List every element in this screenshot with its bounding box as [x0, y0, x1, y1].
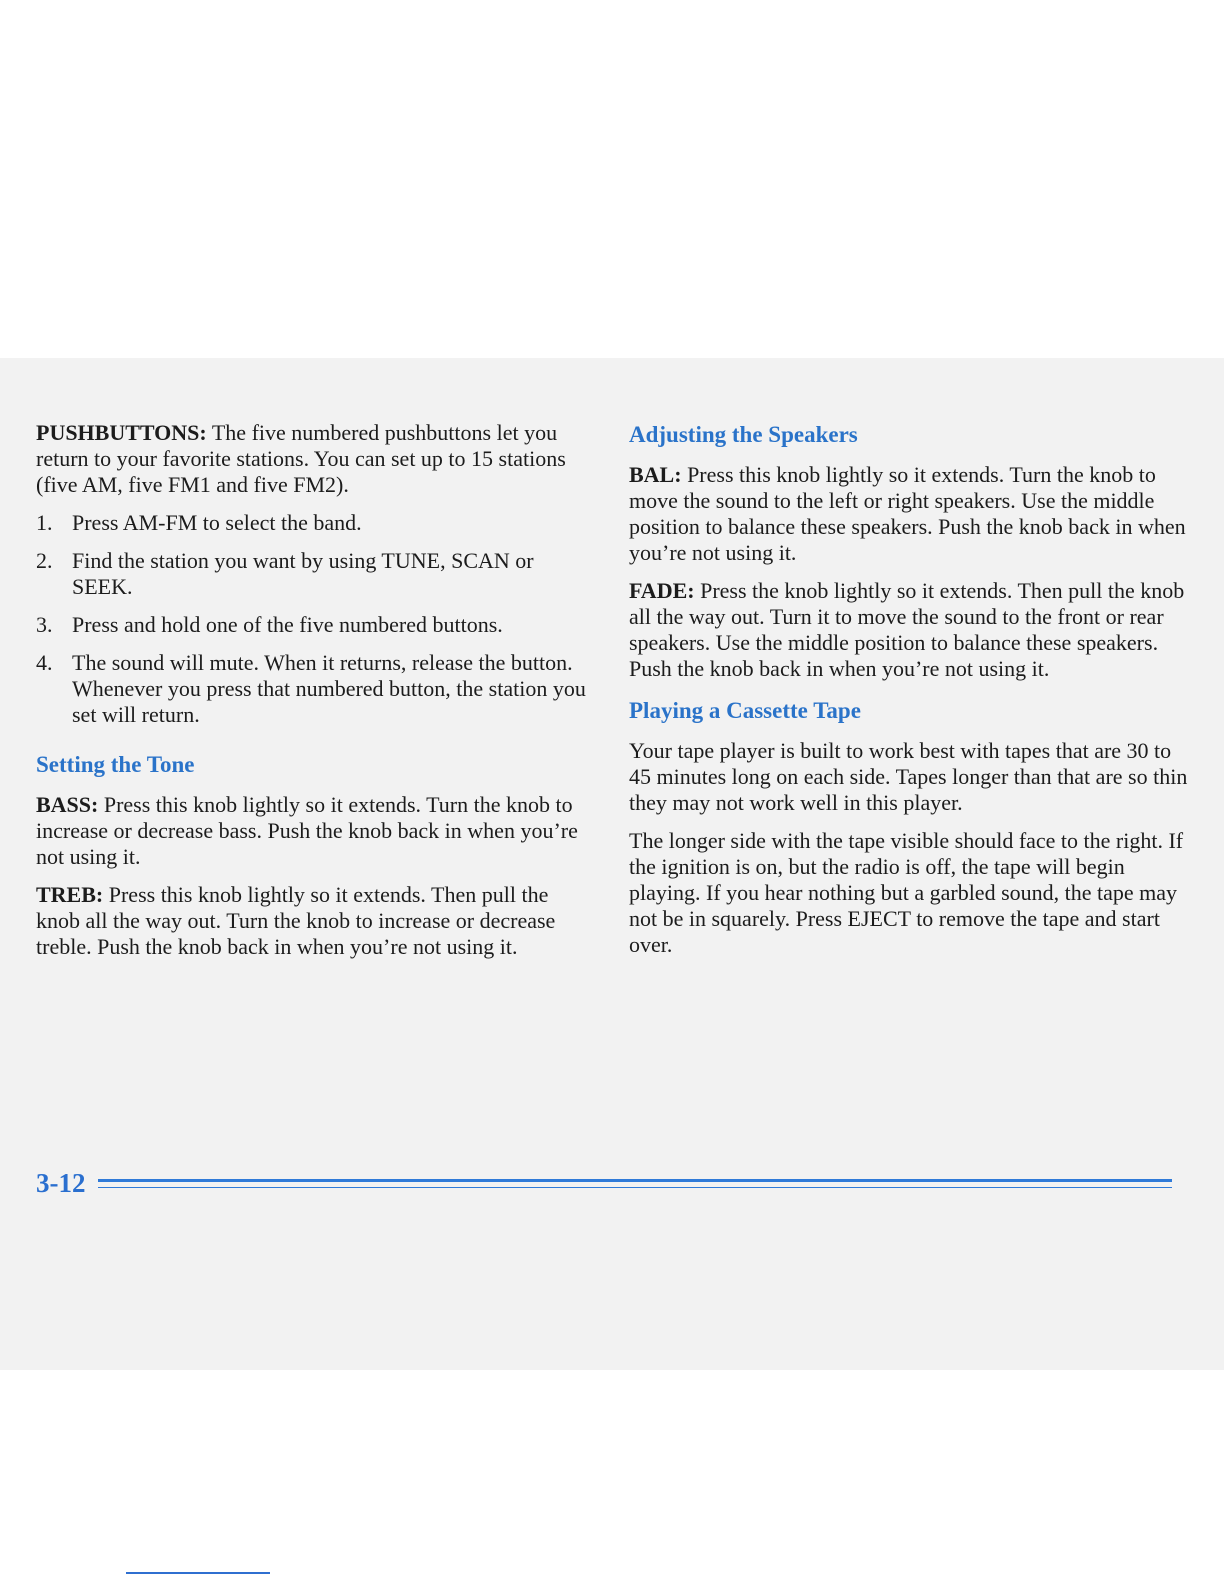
pushbuttons-paragraph [36, 420, 588, 498]
step-number: 1. [36, 510, 53, 535]
bass-term: BASS: [36, 792, 99, 817]
pushbuttons-text: The five numbered pushbuttons let you return to your favorite stations. You can set up to 15 stations (five AM, five FM1 and five FM2). [36, 420, 566, 497]
bass-paragraph [36, 792, 588, 870]
step-number: 2. [36, 548, 53, 573]
footer-rule [98, 1179, 1172, 1182]
list-item [36, 510, 588, 536]
fade-paragraph [629, 578, 1189, 682]
bal-paragraph [629, 462, 1189, 566]
cassette-paragraph-2: The longer side with the tape visible should face to the right. If the ignition is on, but the radio is off, the tape will begin playing. If you hear nothing but a garbled sound, the tape may not be in squarely. Press EJECT to remove the tape and start over. [629, 828, 1184, 957]
fade-term: FADE: [629, 578, 695, 603]
step-number: 3. [36, 612, 53, 637]
cassette-paragraph-1: Your tape player is built to work best with tapes that are 30 to 45 minutes long on each side. Tapes longer than that are so thin they may not work well in this player. [629, 738, 1188, 815]
list-item [36, 650, 588, 728]
step-number: 4. [36, 650, 53, 675]
playing-cassette-heading: Playing a Cassette Tape [629, 698, 861, 723]
list-item [36, 612, 588, 638]
left-column [36, 420, 588, 972]
treb-term: TREB: [36, 882, 104, 907]
step-text: Press AM-FM to select the band. [72, 510, 362, 535]
pushbuttons-term: PUSHBUTTONS: [36, 420, 207, 445]
fade-text: Press the knob lightly so it extends. Then pull the knob all the way out. Turn it to move the sound to the front or rear speakers. Use the middle position to balance these speakers. Push the knob back in when you’re not using it. [629, 578, 1185, 681]
setting-the-tone-heading: Setting the Tone [36, 752, 195, 777]
bottom-link-underline [126, 1572, 270, 1574]
treb-paragraph [36, 882, 588, 960]
page-number: 3-12 [36, 1168, 86, 1198]
treb-text: Press this knob lightly so it extends. Then pull the knob all the way out. Turn the knob to increase or decrease treble. Push the knob back in when you’re not using it. [36, 882, 556, 959]
list-item [36, 548, 588, 600]
preset-steps-list [36, 510, 588, 728]
step-text: Find the station you want by using TUNE, SCAN or SEEK. [72, 548, 534, 599]
right-column [629, 420, 1189, 970]
bal-term: BAL: [629, 462, 682, 487]
step-text: The sound will mute. When it returns, release the button. Whenever you press that numbered button, the station you set will return. [72, 650, 586, 727]
bal-text: Press this knob lightly so it extends. Turn the knob to move the sound to the left or right speakers. Use the middle position to balance these speakers. Push the knob back in when you’re not using it. [629, 462, 1186, 565]
adjusting-speakers-heading: Adjusting the Speakers [629, 422, 858, 447]
footer-rule-thin [98, 1187, 1172, 1188]
step-text: Press and hold one of the five numbered buttons. [72, 612, 503, 637]
bass-text: Press this knob lightly so it extends. Turn the knob to increase or decrease bass. Push the knob back in when you’re not using it. [36, 792, 578, 869]
